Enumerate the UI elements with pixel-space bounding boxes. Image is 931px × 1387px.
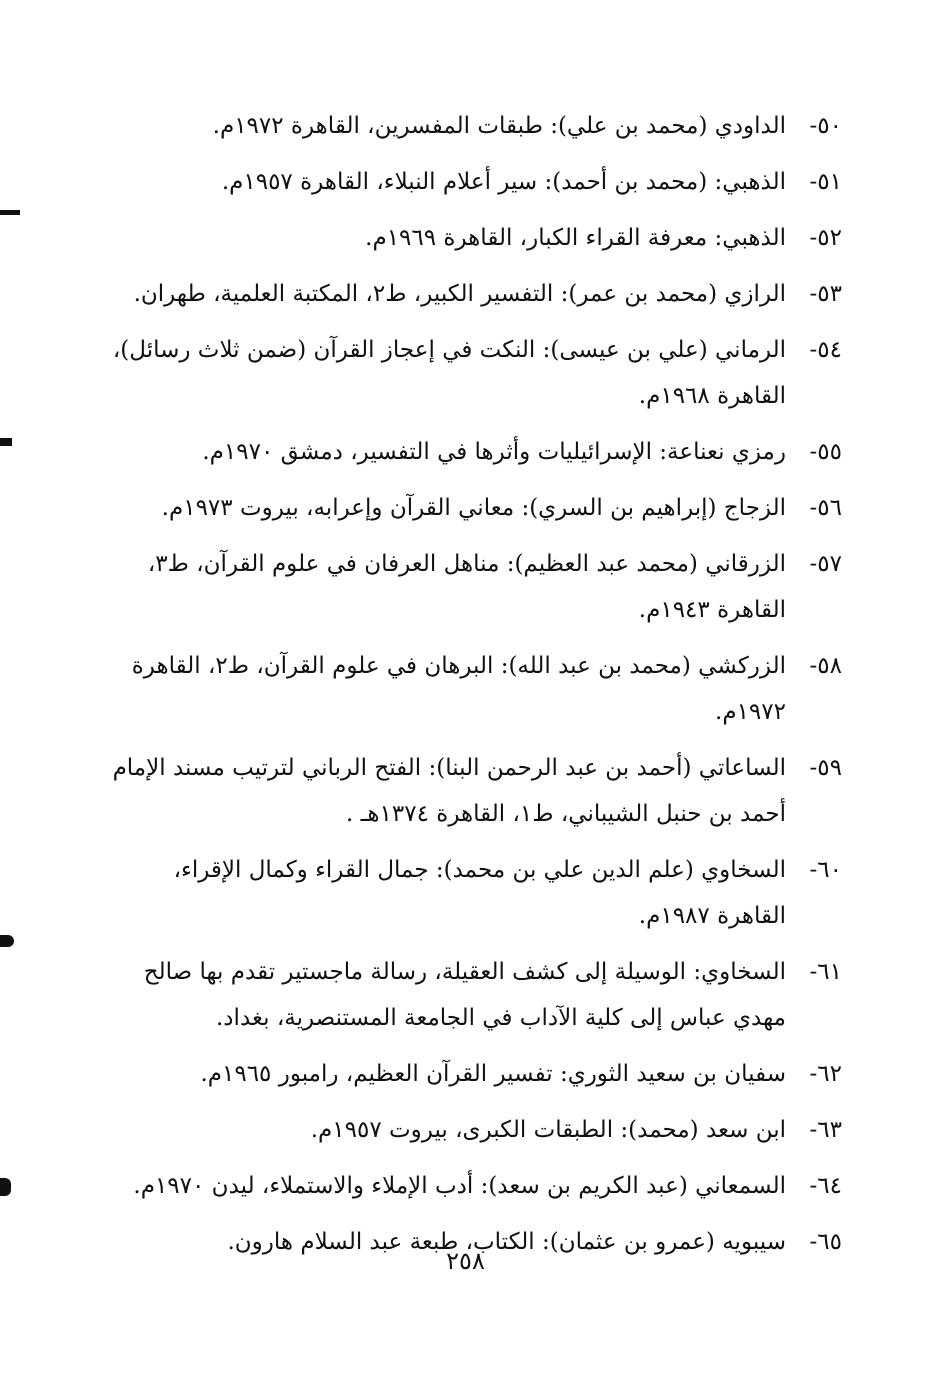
entry-text (90, 271, 786, 317)
entry-text (90, 215, 786, 261)
entry-number: ٥٠- (809, 113, 842, 139)
entry-text (90, 541, 786, 633)
reference-entry (90, 541, 842, 633)
entry-text (90, 159, 786, 205)
entry-text (90, 1051, 786, 1097)
entry-text (90, 429, 786, 475)
entry-number: ٦٠- (809, 857, 842, 883)
entry-line: مهدي عباس إلى كلية الآداب في الجامعة المستنصرية، بغداد. (216, 1005, 786, 1031)
reference-entry (90, 1107, 842, 1153)
entry-text (90, 485, 786, 531)
entry-number: ٦١- (809, 959, 842, 985)
entry-text (90, 1163, 786, 1209)
entry-text (90, 1107, 786, 1153)
entry-number: ٥٨- (809, 653, 842, 679)
entry-number: ٥٥- (809, 439, 842, 465)
entry-text (90, 103, 786, 149)
entry-text (90, 847, 786, 939)
reference-entry (90, 1051, 842, 1097)
entry-number: ٦٤- (809, 1173, 842, 1199)
entry-number: ٥٢- (809, 225, 842, 251)
entry-number: ٥٣- (809, 281, 842, 307)
entry-number: ٥٦- (809, 495, 842, 521)
reference-entry (90, 485, 842, 531)
entry-line: رمزي نعناعة: الإسرائيليات وأثرها في التفسير، دمشق ١٩٧٠م. (202, 439, 786, 465)
page-number: ٢٥٨ (446, 1247, 485, 1275)
reference-entry (90, 215, 842, 261)
entry-line: الساعاتي (أحمد بن عبد الرحمن البنا): الفتح الرباني لترتيب مسند الإمام (112, 755, 786, 781)
entry-number: ٦٥- (809, 1229, 842, 1255)
reference-entry (90, 327, 842, 419)
entry-line: السخاوي (علم الدين علي بن محمد): جمال القراء وكمال الإقراء، (173, 857, 786, 883)
entry-line: الداودي (محمد بن علي): طبقات المفسرين، القاهرة ١٩٧٢م. (212, 113, 786, 139)
scan-mark (0, 1178, 11, 1196)
entry-line: الرازي (محمد بن عمر): التفسير الكبير، ط٢، المكتبة العلمية، طهران. (133, 281, 786, 307)
entry-number: ٦٢- (809, 1061, 842, 1087)
entry-number: ٥٩- (809, 755, 842, 781)
entry-line: الذهبي: (محمد بن أحمد): سير أعلام النبلاء، القاهرة ١٩٥٧م. (221, 169, 786, 195)
entry-line: القاهرة ١٩٨٧م. (638, 903, 786, 929)
reference-entry (90, 271, 842, 317)
entry-line: الزرقاني (محمد عبد العظيم): مناهل العرفان في علوم القرآن، ط٣، (147, 551, 786, 577)
entry-line: الزجاج (إبراهيم بن السري): معاني القرآن وإعرابه، بيروت ١٩٧٣م. (161, 495, 786, 521)
entry-line: سيبويه (عمرو بن عثمان): الكتاب، طبعة عبد السلام هارون. (227, 1229, 786, 1255)
entry-line: أحمد بن حنبل الشيباني، ط١، القاهرة ١٣٧٤هـ . (346, 801, 786, 827)
entry-text (90, 643, 786, 735)
scan-mark (0, 210, 20, 215)
reference-entry (90, 159, 842, 205)
reference-entry (90, 103, 842, 149)
scan-mark (0, 935, 14, 947)
entry-number: ٥١- (809, 169, 842, 195)
reference-entry (90, 429, 842, 475)
entry-line: الرماني (علي بن عيسى): النكت في إعجاز القرآن (ضمن ثلاث رسائل)، (112, 337, 786, 363)
entry-line: الذهبي: معرفة القراء الكبار، القاهرة ١٩٦٩م. (365, 225, 786, 251)
reference-entry (90, 643, 842, 735)
entry-line: السخاوي: الوسيلة إلى كشف العقيلة، رسالة ماجستير تقدم بها صالح (143, 959, 786, 985)
entry-number: ٥٧- (809, 551, 842, 577)
reference-entry (90, 1163, 842, 1209)
reference-entry (90, 745, 842, 837)
entry-text (90, 745, 786, 837)
entry-line: ابن سعد (محمد): الطبقات الكبرى، بيروت ١٩٥٧م. (310, 1117, 786, 1143)
entry-text (90, 327, 786, 419)
entry-line: الزركشي (محمد بن عبد الله): البرهان في علوم القرآن، ط٢، القاهرة (131, 653, 786, 679)
entry-line: القاهرة ١٩٤٣م. (638, 597, 786, 623)
entry-line: سفيان بن سعيد الثوري: تفسير القرآن العظيم، رامبور ١٩٦٥م. (200, 1061, 786, 1087)
entry-number: ٥٤- (809, 337, 842, 363)
entry-number: ٦٣- (809, 1117, 842, 1143)
entry-line: ١٩٧٢م. (715, 699, 786, 725)
entry-line: القاهرة ١٩٦٨م. (638, 383, 786, 409)
reference-entry (90, 847, 842, 939)
scan-mark (0, 438, 12, 446)
entry-line: السمعاني (عبد الكريم بن سعد): أدب الإملاء والاستملاء، ليدن ١٩٧٠م. (133, 1173, 786, 1199)
reference-list (90, 103, 842, 1265)
reference-entry (90, 949, 842, 1041)
entry-text (90, 949, 786, 1041)
